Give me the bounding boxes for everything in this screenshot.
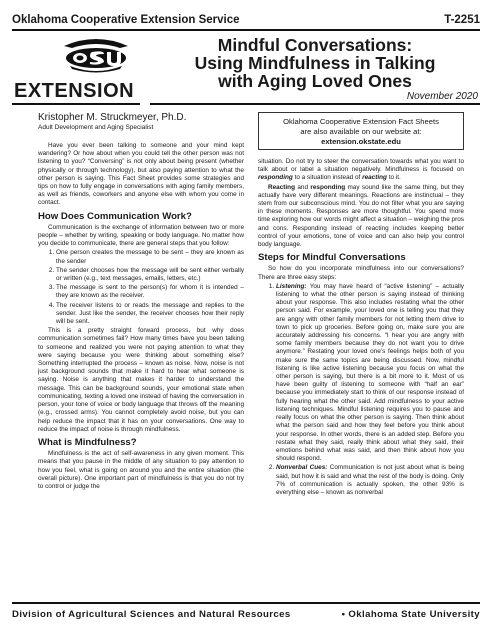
text-span: may sound like the same thing, but they actually have very different meanings. Reactions are instinctual – they stem from our subconscious mind. You do not filter what you are saying in these moments. Responses are more thoughtful. You spend more time exploring how our words might affect a situation – weighing the pros and cons. Responding instead of reacting includes keeping better control of your emotions, tone of voice and can also help you control body language. [258, 183, 464, 249]
extension-rule [12, 103, 140, 105]
right-column [258, 158, 464, 598]
header-org: Oklahoma Cooperative Extension Service [12, 14, 240, 26]
header-code: T-2251 [444, 14, 480, 26]
footer-university-label: Oklahoma State University [348, 609, 480, 620]
intro-paragraph: Have you ever been talking to someone and your mind kept wandering? Or how about when you could tell the other person was not listening to you? “Conversing” is not only about being present (whether physically or through technology), but also paying attention to what the other person is saying. This Fact Sheet provides some strategies and tips on how to fully engage in conversations with aging family members, as well as friends, coworkers and anyone else with whom you come in contact. [38, 142, 244, 207]
footer [12, 609, 480, 620]
list-item [276, 283, 464, 463]
factsheet-website-box [258, 112, 464, 150]
publication-date: November 2020 [406, 91, 478, 102]
footer-university [342, 609, 480, 620]
text-span: to it. [386, 174, 401, 182]
extension-label: EXTENSION [14, 80, 135, 102]
communication-paragraph-2: This is a pretty straight forward process, but why does communication sometimes fail? How many times have you been talking to someone and realized you were not paying attention to what they were saying because you were thinking about something else? Something interrupted the process – known as noise. Now, noise is not just background sounds that make it hard to hear what someone is saying. Noise is anything that makes it harder to understand the message. This can be background sounds, your emotional state when communicating, texting a loved one instead of having the conversation in person, your tone of voice or body language that throws off the meaning (e.g., crossed arms). You cannot completely avoid noise, but you can help reduce the impact that it has on your conversations. One way to reduce the impact of noise is through mindfulness. [38, 327, 244, 433]
listening-text: You may have heard of “active listening” – actually listening to what the other person is saying instead of thinking about your response. This also includes restating what the other person said. For example, your loved one is telling you that they are angry with other family members for not letting them drive to town to pick up groceries. Before going on, make sure you are accurately addressing his concerns. “I hear you are angry with some family members because they do not want you to drive anymore.” Restating your loved one’s feelings helps both of you make sure the same topics are being discussed. Now, mindful listening is like active listening because you focus on what the other person is saying, but there is a bit more to it. Most of us have been guilty of listening to someone with “half an ear” because you immediately start to think of our response instead of fully hearing what the other said. Add mindfulness to your active listening techniques. Mindful listening requires you to pause and really focus on what the other person is saying. Then think about what the person said and how they feel before you think about your response. In other words, there is an added step. Before you restate what they said, really think about what they said, their emotions behind what was said, and then think about how you should respond. [276, 282, 464, 463]
reacting-responding-paragraph [258, 184, 464, 250]
mindfulness-paragraph-1: Mindfulness is the act of self-awareness in any given moment. This means that you pause in the middle of any situation to pay attention to how you feel, what is going on around you and the entire situation (the overall picture). One important part of mindfulness is that you do not try to control or judge the [38, 450, 244, 490]
list-item: 3. The message is sent to the person(s) for whom it is intended – they are known as the receiver. [56, 284, 244, 300]
text-span: and [295, 183, 311, 191]
author-name: Kristopher M. Struckmeyer, Ph.D. [38, 112, 187, 123]
osu-brand-icon [60, 36, 132, 74]
emphasis-responding: responding [258, 174, 293, 182]
continued-paragraph [258, 158, 464, 183]
title-line-2: Using Mindfulness in Talking [194, 53, 436, 73]
header-rule [12, 29, 480, 31]
list-item: 2. The sender chooses how the message will be sent either verbally or written (e.g., text messages, emails, letters, etc.) [56, 267, 244, 283]
title-rule [150, 103, 480, 105]
footer-division: Division of Agricultural Sciences and Natural Resources [12, 609, 291, 620]
text-span: situation. Do not try to steer the conversation towards what you want to talk about or label a situation negatively. Mindfulness is focused on [258, 158, 464, 174]
listening-label: Listening: [276, 282, 307, 290]
bold-reacting: Reacting [268, 183, 295, 191]
communication-steps-list [38, 249, 244, 326]
heading-steps: Steps for Mindful Conversations [258, 252, 406, 264]
nonverbal-text: Communication is not just about what is being said, but how it is said and what the rest of the body is doing. Only 7% of communication is actually spoken, the other 93% is everything else – known as nonverbal [276, 464, 464, 496]
document-title [150, 36, 480, 90]
emphasis-reacting: reacting [362, 174, 387, 182]
list-item: 1. One person creates the message to be sent – they are known as the sender [56, 249, 244, 265]
text-span: to a situation instead of [292, 174, 363, 182]
mindful-steps-list [258, 283, 464, 497]
nonverbal-label: Nonverbal Cues: [276, 464, 328, 472]
title-line-1: Mindful Conversations: [217, 35, 413, 55]
factbox-line-1: Oklahoma Cooperative Extension Fact Sheets [283, 117, 439, 126]
header-bar [12, 14, 480, 26]
title-line-3: with Aging Loved Ones [218, 71, 412, 91]
author-role: Adult Development and Aging Specialist [38, 124, 154, 131]
website-link[interactable]: extension.okstate.edu [321, 137, 401, 146]
footer-rule [12, 602, 480, 604]
footer-bullet: • [341, 609, 346, 620]
heading-communication: How Does Communication Work? [38, 210, 192, 222]
list-item: 4. The receiver listens to or reads the message and replies to the sender. Just like the sender, the receiver chooses how their reply will be sent. [56, 302, 244, 327]
communication-paragraph-1: Communication is the exchange of information between two or more people – whether by writing, speaking or body language. No matter how you decide to communicate, there are general steps that you follow: [38, 223, 244, 248]
osu-logo-graphic [60, 36, 132, 74]
left-column [38, 142, 244, 598]
list-item [276, 464, 464, 497]
steps-intro-paragraph: So how do you incorporate mindfulness into our conversations? There are three easy steps: [258, 265, 464, 281]
heading-mindfulness: What is Mindfulness? [38, 436, 137, 448]
bold-responding: responding [310, 183, 346, 191]
factbox-line-2: are also available on our website at: [300, 127, 422, 136]
